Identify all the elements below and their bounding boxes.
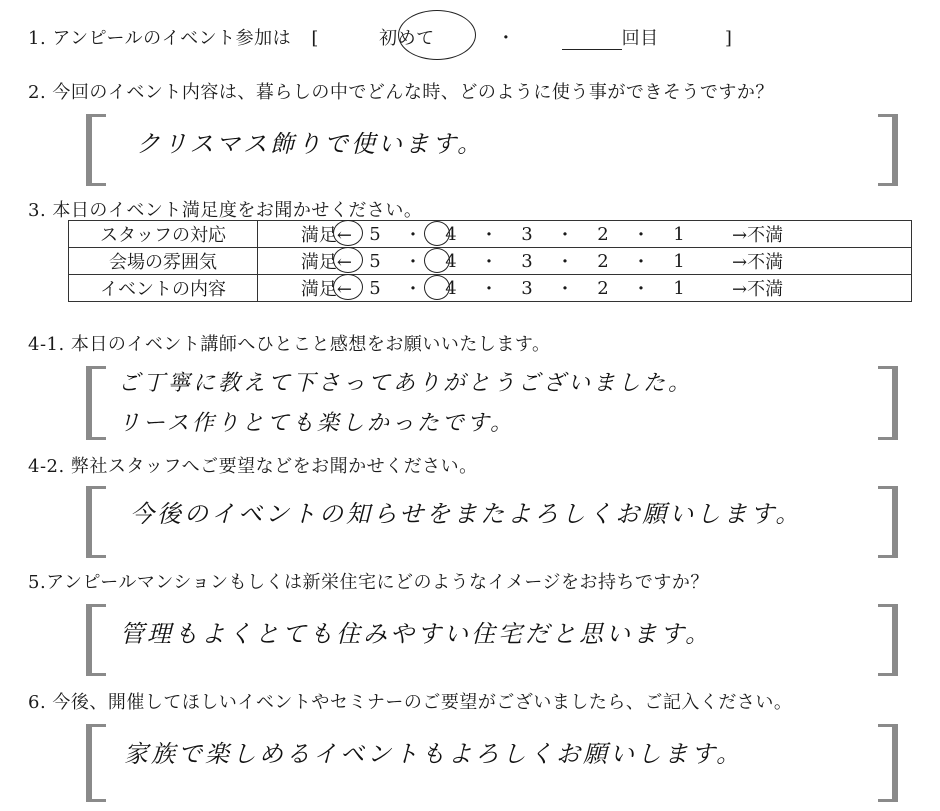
- q1-times-blank[interactable]: [562, 33, 622, 50]
- scale-dot: ・: [480, 279, 498, 300]
- satisfaction-table: [68, 220, 912, 302]
- scale-1[interactable]: 1: [673, 277, 685, 299]
- scale-dot: ・: [556, 252, 574, 273]
- scale-5[interactable]: 5: [369, 223, 381, 245]
- selection-circle-high: [333, 274, 363, 300]
- scale-dot: ・: [632, 225, 650, 246]
- scale-5[interactable]: 5: [369, 277, 381, 299]
- table-row: [69, 248, 912, 275]
- table-row: [69, 275, 912, 302]
- scale-2[interactable]: 2: [597, 277, 609, 299]
- scale-3[interactable]: 3: [521, 250, 533, 272]
- scale-1[interactable]: 1: [673, 223, 685, 245]
- scale-dot: ・: [404, 252, 422, 273]
- row-item-venue: 会場の雰囲気: [69, 248, 258, 275]
- q41-left-bracket: [86, 366, 106, 440]
- q5-right-bracket: [878, 604, 898, 676]
- scale-3[interactable]: 3: [521, 277, 533, 299]
- q5-left-bracket: [86, 604, 106, 676]
- q41-right-bracket: [878, 366, 898, 440]
- q5-label: 5.アンピールマンションもしくは新栄住宅にどのようなイメージをお持ちですか？: [28, 572, 709, 593]
- q1-row: [28, 24, 732, 50]
- scale-dot: ・: [404, 225, 422, 246]
- scale-high-label: 満足←: [300, 225, 352, 246]
- q3-label: 3. 本日のイベント満足度をお聞かせください。: [28, 200, 423, 221]
- scale-high-label: 満足←: [300, 279, 352, 300]
- selection-circle-high: [333, 220, 363, 246]
- q2-answer[interactable]: クリスマス飾りで使います。: [136, 130, 485, 158]
- row-item-staff: スタッフの対応: [69, 221, 258, 248]
- q1-dot: ・: [496, 28, 516, 49]
- q2-left-bracket: [86, 114, 106, 186]
- scale-low-label: →不満: [732, 252, 784, 273]
- table-row: [69, 221, 912, 248]
- q6-left-bracket: [86, 724, 106, 802]
- q1-close-bracket: ]: [724, 28, 733, 49]
- q42-answer[interactable]: 今後のイベントの知らせをまたよろしくお願いします。: [130, 500, 803, 528]
- scale-4[interactable]: 4: [445, 223, 457, 245]
- scale-low-label: →不満: [732, 279, 784, 300]
- q6-label: 6. 今後、開催してほしいイベントやセミナーのご要望がございましたら、ご記入ください。: [28, 692, 793, 713]
- scale-dot: ・: [480, 252, 498, 273]
- q1-option-first[interactable]: 初めて: [379, 28, 435, 49]
- scale-dot: ・: [632, 252, 650, 273]
- scale-dot: ・: [556, 225, 574, 246]
- selection-circle-5: [424, 221, 450, 246]
- scale-2[interactable]: 2: [597, 223, 609, 245]
- scale-5[interactable]: 5: [369, 250, 381, 272]
- scale-4[interactable]: 4: [445, 277, 457, 299]
- q2-right-bracket: [878, 114, 898, 186]
- q1-label: 1. アンピールのイベント参加は: [28, 28, 292, 49]
- scale-dot: ・: [632, 279, 650, 300]
- scale-high-label: 満足←: [300, 252, 352, 273]
- q6-answer[interactable]: 家族で楽しめるイベントもよろしくお願いします。: [124, 740, 744, 768]
- q42-right-bracket: [878, 486, 898, 558]
- scale-3[interactable]: 3: [521, 223, 533, 245]
- scale-dot: ・: [480, 225, 498, 246]
- selection-circle-high: [333, 247, 363, 273]
- scale-1[interactable]: 1: [673, 250, 685, 272]
- q41-label: 4-1. 本日のイベント講師へひとこと感想をお願いいたします。: [28, 334, 551, 355]
- selection-circle-5: [424, 275, 450, 300]
- selection-circle-5: [424, 248, 450, 273]
- q42-left-bracket: [86, 486, 106, 558]
- scale-4[interactable]: 4: [445, 250, 457, 272]
- q1-times-suffix: 回目: [621, 28, 659, 49]
- q5-answer[interactable]: 管理もよくとても住みやすい住宅だと思います。: [120, 620, 713, 648]
- scale-dot: ・: [556, 279, 574, 300]
- q41-answer-line1[interactable]: ご丁寧に教えて下さってありがとうございました。: [118, 371, 694, 396]
- q2-label: 2. 今回のイベント内容は、暮らしの中でどんな時、どのように使う事ができそうですか？: [28, 82, 774, 103]
- q6-right-bracket: [878, 724, 898, 802]
- q41-answer-line2[interactable]: リース作りとても楽しかったです。: [118, 411, 516, 436]
- q1-open-bracket: [: [311, 28, 319, 49]
- scale-2[interactable]: 2: [597, 250, 609, 272]
- scale-dot: ・: [404, 279, 422, 300]
- q42-label: 4-2. 弊社スタッフへご要望などをお聞かせください。: [28, 456, 478, 477]
- q1-selection-circle: [398, 10, 476, 60]
- scale-low-label: →不満: [732, 225, 784, 246]
- row-item-content: イベントの内容: [69, 275, 258, 302]
